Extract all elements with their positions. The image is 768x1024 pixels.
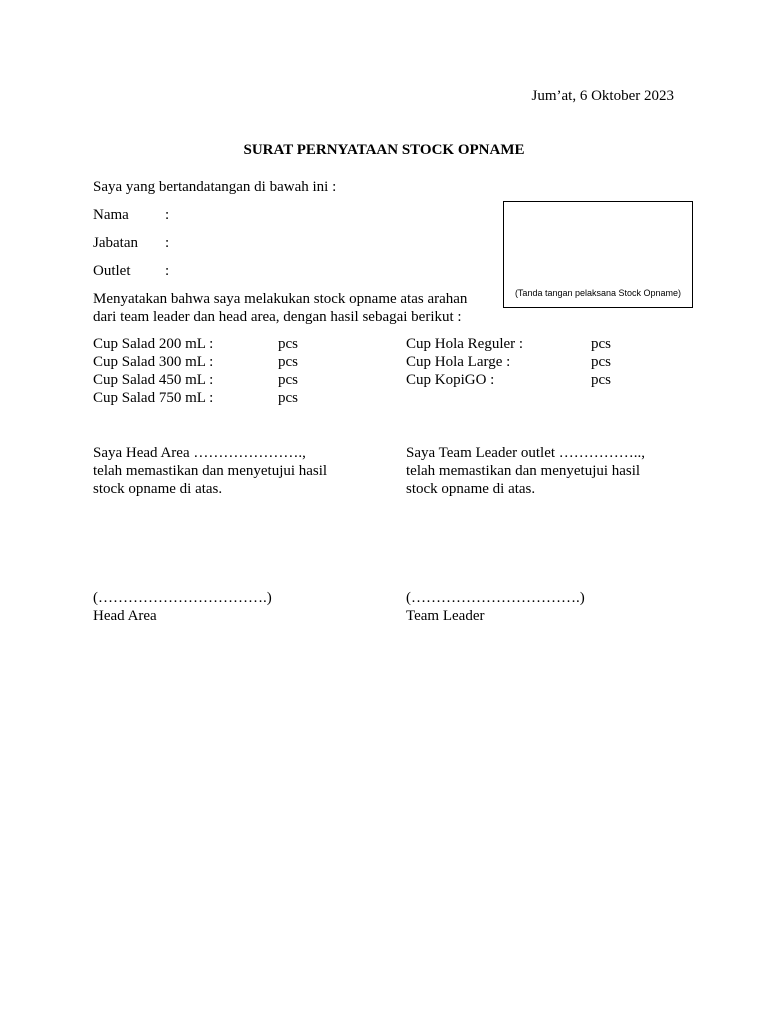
item-list-left: [93, 335, 313, 407]
statement-line-2: dari team leader dan head area, dengan hasil sebagai berikut :: [93, 309, 462, 325]
statement-line-1: Menyatakan bahwa saya melakukan stock opname atas arahan: [93, 291, 468, 307]
item-unit: pcs: [278, 372, 298, 388]
item-name: Cup Salad 750 mL :: [93, 390, 214, 406]
signature-box: [503, 201, 693, 308]
head-area-approval-line-3: stock opname di atas.: [93, 481, 223, 497]
head-area-role: Head Area: [93, 608, 157, 624]
list-item: [406, 353, 626, 371]
list-item: [93, 371, 313, 389]
item-name: Cup Hola Reguler :: [406, 336, 524, 352]
team-leader-sign-line: (…………………………….): [406, 590, 585, 606]
field-colon-outlet: :: [165, 263, 170, 279]
signature-box-caption: (Tanda tangan pelaksana Stock Opname): [514, 288, 682, 298]
team-leader-approval-line-2: telah memastikan dan menyetujui hasil: [406, 463, 641, 479]
head-area-approval-line-1: Saya Head Area ………………….,: [93, 445, 306, 461]
item-name: Cup Salad 300 mL :: [93, 354, 214, 370]
document-title: SURAT PERNYATAAN STOCK OPNAME: [243, 142, 525, 158]
item-name: Cup Hola Large :: [406, 354, 511, 370]
field-colon-nama: :: [165, 207, 170, 223]
field-label-nama: Nama: [93, 207, 129, 223]
item-unit: pcs: [278, 390, 298, 406]
team-leader-approval-line-1: Saya Team Leader outlet ……………..,: [406, 445, 646, 461]
list-item: [406, 335, 626, 353]
item-list-right: [406, 335, 626, 389]
item-unit: pcs: [591, 372, 611, 388]
document-date: Jum’at, 6 Oktober 2023: [531, 88, 674, 104]
team-leader-role: Team Leader: [406, 608, 485, 624]
team-leader-approval-line-3: stock opname di atas.: [406, 481, 536, 497]
team-leader-approval: [406, 444, 645, 498]
item-unit: pcs: [591, 354, 611, 370]
head-area-sign-line: (…………………………….): [93, 590, 272, 606]
statement-text: [93, 290, 467, 326]
field-label-outlet: Outlet: [93, 263, 131, 279]
item-unit: pcs: [591, 336, 611, 352]
intro-text: Saya yang bertandatangan di bawah ini :: [93, 179, 337, 195]
list-item: [406, 371, 626, 389]
item-name: Cup Salad 450 mL :: [93, 372, 214, 388]
field-label-jabatan: Jabatan: [93, 235, 138, 251]
list-item: [93, 389, 313, 407]
head-area-approval-line-2: telah memastikan dan menyetujui hasil: [93, 463, 328, 479]
list-item: [93, 335, 313, 353]
item-unit: pcs: [278, 336, 298, 352]
field-colon-jabatan: :: [165, 235, 170, 251]
item-name: Cup KopiGO :: [406, 372, 495, 388]
list-item: [93, 353, 313, 371]
head-area-approval: [93, 444, 327, 498]
item-name: Cup Salad 200 mL :: [93, 336, 214, 352]
team-leader-signature: [406, 589, 585, 625]
item-unit: pcs: [278, 354, 298, 370]
head-area-signature: [93, 589, 272, 625]
